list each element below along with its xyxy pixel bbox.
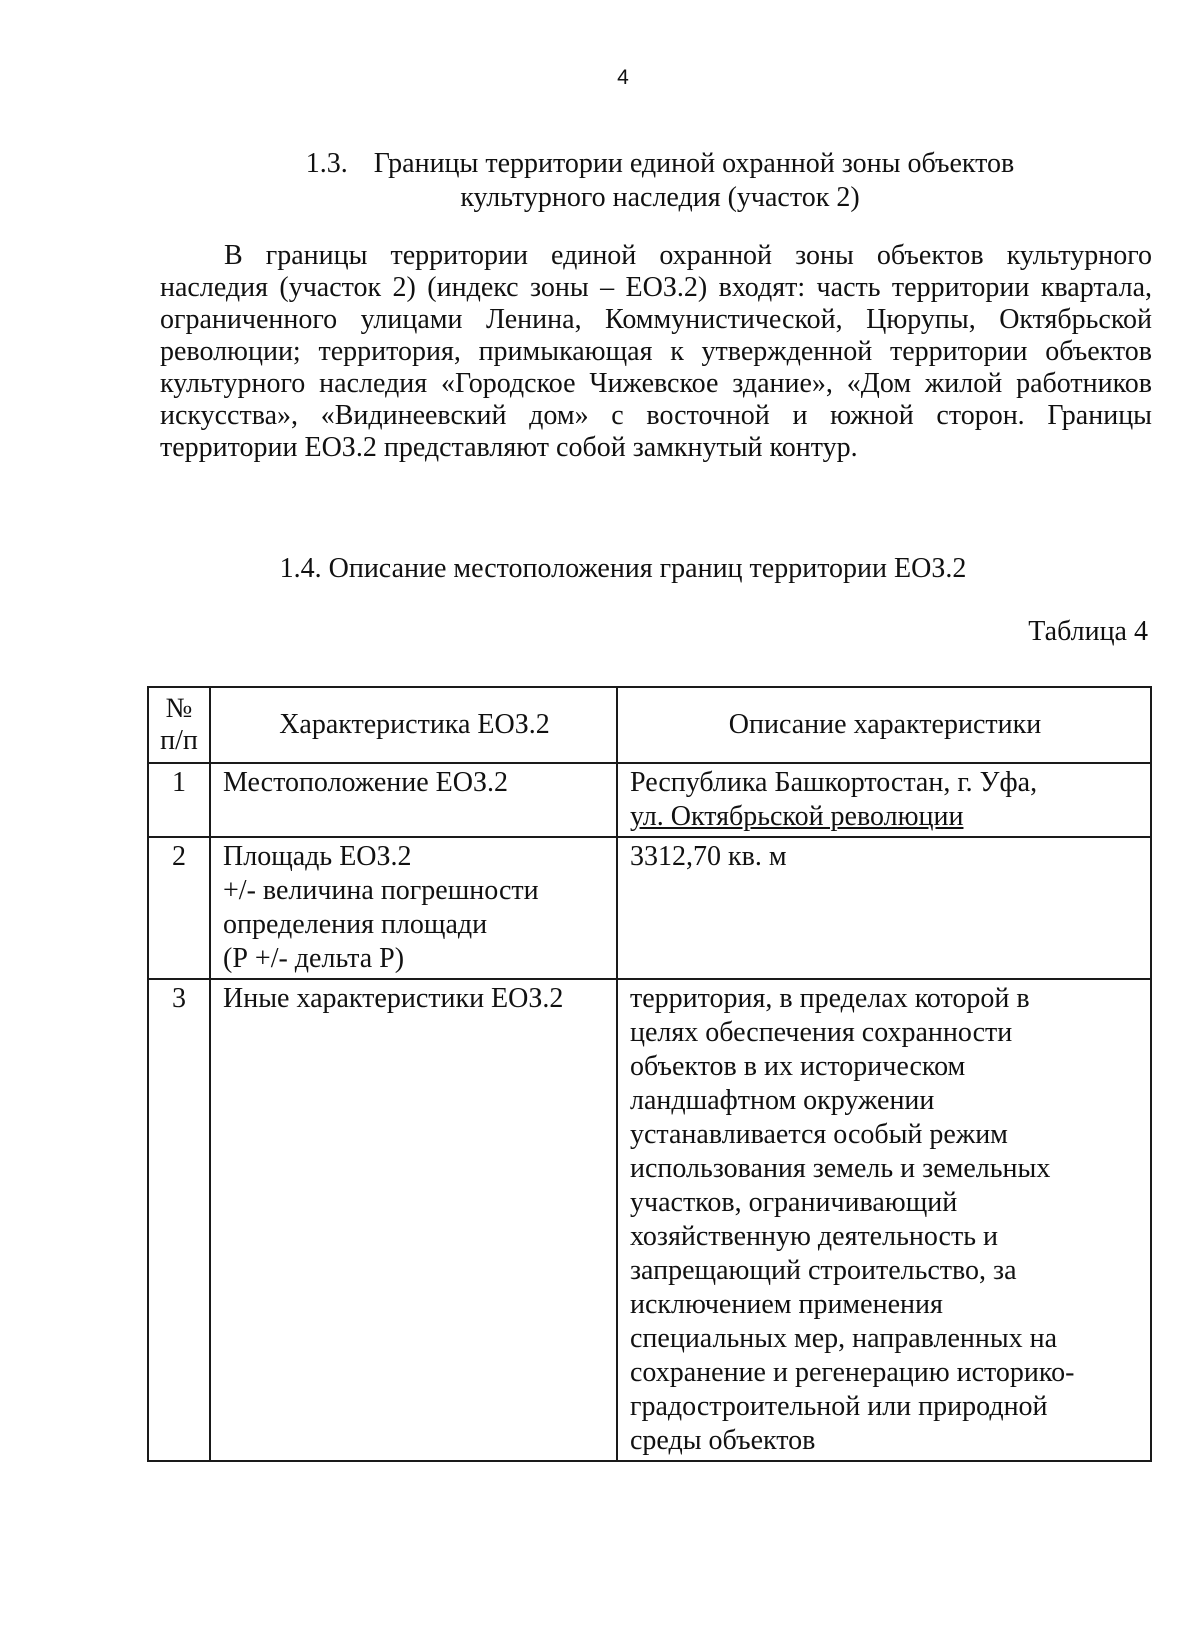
description-line: среды объектов — [630, 1425, 816, 1456]
header-num — [148, 687, 210, 763]
description-line: территория, в пределах которой в — [630, 983, 1030, 1014]
row-number: 3 — [148, 979, 210, 1461]
row-characteristic — [210, 979, 617, 1461]
description-line: использования земель и земельных — [630, 1153, 1051, 1184]
description-line: целях обеспечения сохранности — [630, 1017, 1013, 1048]
table-header-row — [148, 687, 1151, 763]
characteristic-line: +/- величина погрешности — [223, 875, 539, 906]
description-line: ул. Октябрьской революции — [630, 801, 964, 832]
characteristic-line: Местоположение ЕОЗ.2 — [223, 767, 508, 798]
page-number: 4 — [617, 66, 629, 89]
description-line: ландшафтном окружении — [630, 1085, 935, 1116]
description-line: объектов в их историческом — [630, 1051, 966, 1082]
table-row — [148, 979, 1151, 1461]
description-line: исключением применения — [630, 1289, 943, 1320]
subsection-heading: 1.4. Описание местоположения границ территории ЕОЗ.2 — [279, 553, 967, 584]
description-line: хозяйственную деятельность и — [630, 1221, 998, 1252]
header-description: Описание характеристики — [617, 687, 1151, 763]
description-line: участков, ограничивающий — [630, 1187, 958, 1218]
section-title-line-2: культурного наследия (участок 2) — [460, 182, 860, 213]
description-line: Республика Башкортостан, г. Уфа, — [630, 767, 1038, 798]
table-caption: Таблица 4 — [1028, 616, 1148, 647]
description-line: запрещающий строительство, за — [630, 1255, 1017, 1286]
characteristic-line: Иные характеристики ЕОЗ.2 — [223, 983, 564, 1014]
description-line: градостроительной или природной — [630, 1391, 1048, 1422]
description-line: устанавливается особый режим — [630, 1119, 1008, 1150]
description-line: 3312,70 кв. м — [630, 841, 787, 872]
row-description — [617, 979, 1151, 1461]
characteristics-table — [147, 686, 1152, 1462]
row-description — [617, 763, 1151, 837]
row-characteristic — [210, 837, 617, 979]
row-description — [617, 837, 1151, 979]
table-row — [148, 763, 1151, 837]
characteristic-line: Площадь ЕОЗ.2 — [223, 841, 412, 872]
header-num-line-1: № — [165, 693, 193, 724]
section-title-line-1: Границы территории единой охранной зоны объектов — [373, 148, 1015, 179]
header-num-line-2: п/п — [160, 725, 198, 756]
row-characteristic — [210, 763, 617, 837]
body-paragraph: В границы территории единой охранной зоны объектов культурного наследия (участок 2) (индекс зоны – ЕОЗ.2) входят: часть территории квартала, ограниченного улицами Ленина, Коммунистической, Цюрупы, Октябрьской революции; территория, примыкающая к утвержденной территории объектов культурного наследия «Городское Чижевское здание», «Дом жилой работников искусства», «Видинеевский дом» с восточной и южной сторон. Границы территории ЕОЗ.2 представляют собой замкнутый контур. — [160, 240, 1152, 463]
row-number: 1 — [148, 763, 210, 837]
description-line: сохранение и регенерацию историко- — [630, 1357, 1075, 1388]
row-number: 2 — [148, 837, 210, 979]
description-line: специальных мер, направленных на — [630, 1323, 1058, 1354]
section-heading — [160, 147, 1160, 215]
characteristic-line: (Р +/- дельта Р) — [223, 943, 405, 974]
header-characteristic: Характеристика ЕОЗ.2 — [210, 687, 617, 763]
section-heading-line-1 — [160, 147, 1160, 181]
section-number: 1.3. — [305, 148, 348, 179]
characteristic-line: определения площади — [223, 909, 488, 940]
table-row — [148, 837, 1151, 979]
